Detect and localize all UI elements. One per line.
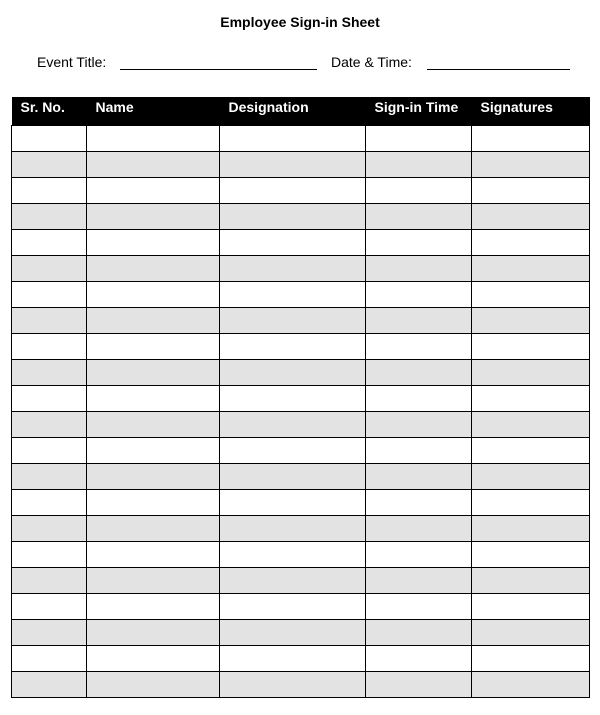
sign-in-time-cell[interactable] bbox=[366, 204, 472, 230]
sign-in-time-cell[interactable] bbox=[366, 438, 472, 464]
name-cell[interactable] bbox=[87, 152, 220, 178]
table-row bbox=[12, 646, 590, 672]
sr-no-cell[interactable] bbox=[12, 490, 87, 516]
table-row bbox=[12, 126, 590, 152]
designation-cell[interactable] bbox=[220, 230, 366, 256]
table-row bbox=[12, 360, 590, 386]
sign-in-time-cell[interactable] bbox=[366, 126, 472, 152]
name-cell[interactable] bbox=[87, 464, 220, 490]
name-cell[interactable] bbox=[87, 360, 220, 386]
sign-in-time-cell[interactable] bbox=[366, 594, 472, 620]
event-title-label: Event Title: bbox=[37, 54, 107, 70]
signature-cell[interactable] bbox=[472, 490, 590, 516]
sign-in-time-cell[interactable] bbox=[366, 464, 472, 490]
signature-cell[interactable] bbox=[472, 542, 590, 568]
sign-in-time-cell[interactable] bbox=[366, 230, 472, 256]
sr-no-cell[interactable] bbox=[12, 568, 87, 594]
table-row bbox=[12, 308, 590, 334]
sr-no-cell[interactable] bbox=[12, 282, 87, 308]
sign-in-time-cell[interactable] bbox=[366, 308, 472, 334]
sr-no-cell[interactable] bbox=[12, 256, 87, 282]
table-row bbox=[12, 334, 590, 360]
sr-no-cell[interactable] bbox=[12, 386, 87, 412]
name-cell[interactable] bbox=[87, 256, 220, 282]
signature-cell[interactable] bbox=[472, 568, 590, 594]
designation-cell[interactable] bbox=[220, 360, 366, 386]
sign-in-time-cell[interactable] bbox=[366, 516, 472, 542]
signature-cell[interactable] bbox=[472, 464, 590, 490]
column-header-name: Name bbox=[87, 97, 220, 126]
name-cell[interactable] bbox=[87, 516, 220, 542]
sr-no-cell[interactable] bbox=[12, 672, 87, 698]
designation-cell[interactable] bbox=[220, 568, 366, 594]
designation-cell[interactable] bbox=[220, 646, 366, 672]
signature-cell[interactable] bbox=[472, 308, 590, 334]
signature-cell[interactable] bbox=[472, 204, 590, 230]
signature-cell[interactable] bbox=[472, 152, 590, 178]
sign-in-time-cell[interactable] bbox=[366, 542, 472, 568]
name-cell[interactable] bbox=[87, 620, 220, 646]
table-row bbox=[12, 152, 590, 178]
designation-cell[interactable] bbox=[220, 308, 366, 334]
table-row bbox=[12, 256, 590, 282]
name-cell[interactable] bbox=[87, 542, 220, 568]
sign-in-time-cell[interactable] bbox=[366, 334, 472, 360]
table-row bbox=[12, 594, 590, 620]
designation-cell[interactable] bbox=[220, 620, 366, 646]
designation-cell[interactable] bbox=[220, 412, 366, 438]
sign-in-time-cell[interactable] bbox=[366, 152, 472, 178]
designation-cell[interactable] bbox=[220, 334, 366, 360]
event-title-blank-line[interactable] bbox=[120, 69, 317, 70]
table-row bbox=[12, 204, 590, 230]
name-cell[interactable] bbox=[87, 412, 220, 438]
sr-no-cell[interactable] bbox=[12, 542, 87, 568]
signature-cell[interactable] bbox=[472, 178, 590, 204]
sign-in-time-cell[interactable] bbox=[366, 386, 472, 412]
sr-no-cell[interactable] bbox=[12, 360, 87, 386]
signature-cell[interactable] bbox=[472, 516, 590, 542]
column-header-sr-no: Sr. No. bbox=[12, 97, 87, 126]
sr-no-cell[interactable] bbox=[12, 438, 87, 464]
table-row bbox=[12, 672, 590, 698]
designation-cell[interactable] bbox=[220, 672, 366, 698]
designation-cell[interactable] bbox=[220, 490, 366, 516]
name-cell[interactable] bbox=[87, 308, 220, 334]
name-cell[interactable] bbox=[87, 126, 220, 152]
name-cell[interactable] bbox=[87, 204, 220, 230]
name-cell[interactable] bbox=[87, 438, 220, 464]
signature-cell[interactable] bbox=[472, 282, 590, 308]
table-row bbox=[12, 412, 590, 438]
column-header-signatures: Signatures bbox=[472, 97, 590, 126]
name-cell[interactable] bbox=[87, 230, 220, 256]
table-row bbox=[12, 620, 590, 646]
signature-cell[interactable] bbox=[472, 126, 590, 152]
signature-cell[interactable] bbox=[472, 230, 590, 256]
date-time-blank-line[interactable] bbox=[427, 69, 570, 70]
designation-cell[interactable] bbox=[220, 386, 366, 412]
table-body bbox=[12, 126, 590, 698]
sr-no-cell[interactable] bbox=[12, 334, 87, 360]
table-header-row bbox=[12, 97, 590, 126]
event-info-row bbox=[0, 54, 600, 74]
date-time-label: Date & Time: bbox=[331, 54, 412, 70]
sr-no-cell[interactable] bbox=[12, 126, 87, 152]
sign-in-time-cell[interactable] bbox=[366, 620, 472, 646]
signature-cell[interactable] bbox=[472, 386, 590, 412]
column-header-sign-in-time: Sign-in Time bbox=[366, 97, 472, 126]
sr-no-cell[interactable] bbox=[12, 516, 87, 542]
sr-no-cell[interactable] bbox=[12, 152, 87, 178]
table-row bbox=[12, 230, 590, 256]
sign-in-time-cell[interactable] bbox=[366, 412, 472, 438]
designation-cell[interactable] bbox=[220, 204, 366, 230]
designation-cell[interactable] bbox=[220, 126, 366, 152]
name-cell[interactable] bbox=[87, 282, 220, 308]
name-cell[interactable] bbox=[87, 594, 220, 620]
name-cell[interactable] bbox=[87, 646, 220, 672]
signature-cell[interactable] bbox=[472, 360, 590, 386]
sr-no-cell[interactable] bbox=[12, 594, 87, 620]
sign-in-time-cell[interactable] bbox=[366, 490, 472, 516]
designation-cell[interactable] bbox=[220, 152, 366, 178]
table-row bbox=[12, 490, 590, 516]
sign-in-time-cell[interactable] bbox=[366, 672, 472, 698]
name-cell[interactable] bbox=[87, 178, 220, 204]
sr-no-cell[interactable] bbox=[12, 204, 87, 230]
signature-cell[interactable] bbox=[472, 672, 590, 698]
sr-no-cell[interactable] bbox=[12, 308, 87, 334]
sr-no-cell[interactable] bbox=[12, 230, 87, 256]
signature-cell[interactable] bbox=[472, 438, 590, 464]
table-row bbox=[12, 178, 590, 204]
signature-cell[interactable] bbox=[472, 256, 590, 282]
name-cell[interactable] bbox=[87, 386, 220, 412]
sr-no-cell[interactable] bbox=[12, 464, 87, 490]
sign-in-time-cell[interactable] bbox=[366, 178, 472, 204]
signature-cell[interactable] bbox=[472, 412, 590, 438]
designation-cell[interactable] bbox=[220, 464, 366, 490]
signature-cell[interactable] bbox=[472, 620, 590, 646]
designation-cell[interactable] bbox=[220, 256, 366, 282]
signature-cell[interactable] bbox=[472, 646, 590, 672]
sr-no-cell[interactable] bbox=[12, 620, 87, 646]
sign-in-time-cell[interactable] bbox=[366, 282, 472, 308]
designation-cell[interactable] bbox=[220, 438, 366, 464]
designation-cell[interactable] bbox=[220, 282, 366, 308]
sign-in-time-cell[interactable] bbox=[366, 360, 472, 386]
sr-no-cell[interactable] bbox=[12, 412, 87, 438]
name-cell[interactable] bbox=[87, 672, 220, 698]
sr-no-cell[interactable] bbox=[12, 178, 87, 204]
sign-in-table bbox=[11, 97, 590, 698]
signature-cell[interactable] bbox=[472, 334, 590, 360]
table-row bbox=[12, 516, 590, 542]
signature-cell[interactable] bbox=[472, 594, 590, 620]
designation-cell[interactable] bbox=[220, 542, 366, 568]
table-row bbox=[12, 386, 590, 412]
sign-in-time-cell[interactable] bbox=[366, 568, 472, 594]
sign-in-time-cell[interactable] bbox=[366, 256, 472, 282]
name-cell[interactable] bbox=[87, 334, 220, 360]
table-row bbox=[12, 464, 590, 490]
column-header-designation: Designation bbox=[220, 97, 366, 126]
sr-no-cell[interactable] bbox=[12, 646, 87, 672]
table-row bbox=[12, 282, 590, 308]
designation-cell[interactable] bbox=[220, 594, 366, 620]
designation-cell[interactable] bbox=[220, 516, 366, 542]
table-row bbox=[12, 542, 590, 568]
table-row bbox=[12, 438, 590, 464]
table-row bbox=[12, 568, 590, 594]
sign-in-time-cell[interactable] bbox=[366, 646, 472, 672]
sheet-title: Employee Sign-in Sheet bbox=[220, 14, 380, 30]
designation-cell[interactable] bbox=[220, 178, 366, 204]
name-cell[interactable] bbox=[87, 490, 220, 516]
name-cell[interactable] bbox=[87, 568, 220, 594]
